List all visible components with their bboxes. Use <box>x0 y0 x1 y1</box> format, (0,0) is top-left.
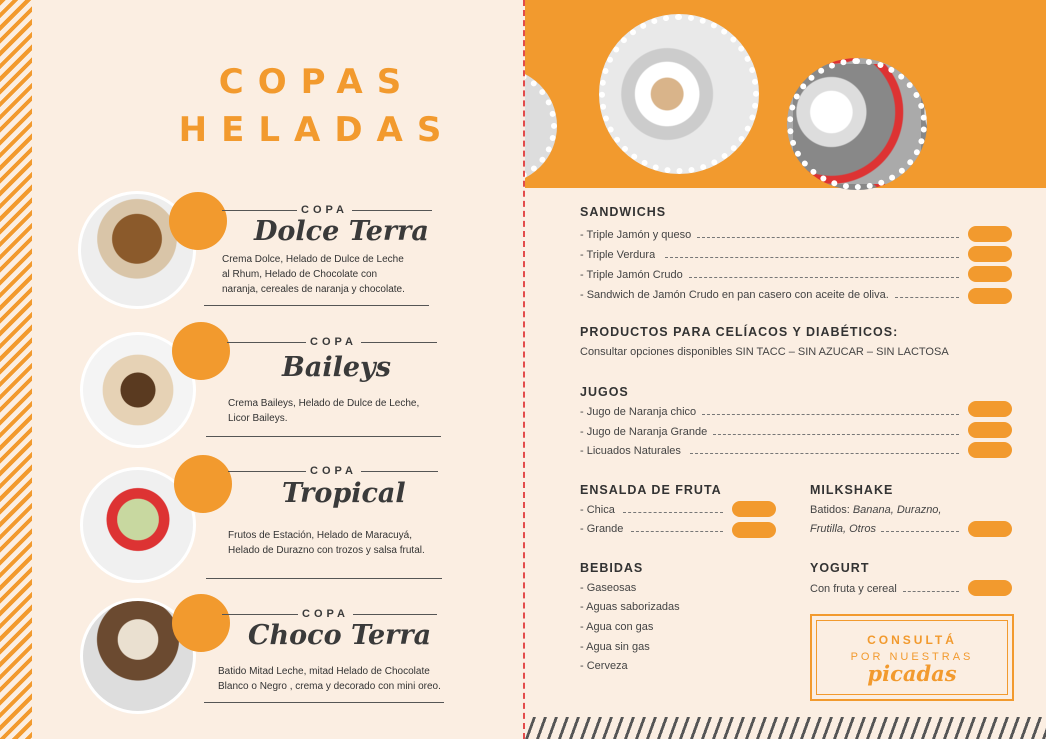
copa-description: Batido Mitad Leche, mitad Helado de Chocolate Blanco o Negro , crema y decorado con mini oreo. <box>218 666 441 692</box>
price-tag <box>968 442 1012 458</box>
divider <box>206 578 442 579</box>
leader-line <box>690 453 959 454</box>
price-tag <box>968 288 1012 304</box>
right-page <box>525 0 1046 739</box>
copa-description: Crema Dolce, Helado de Dulce de Leche al Rhum, Helado de Chocolate con naranja, cereales de naranja y chocolate. <box>222 254 405 295</box>
price-tag <box>968 422 1012 438</box>
left-page <box>32 0 524 739</box>
price-tag <box>968 521 1012 537</box>
copa-label: COPA <box>306 465 361 477</box>
leader-line <box>689 277 959 278</box>
coffee-photo <box>599 14 759 174</box>
orange-dot <box>174 455 232 513</box>
price-tag <box>968 580 1012 596</box>
leader-line <box>702 414 959 415</box>
menu-item: - Agua con gas <box>580 621 654 633</box>
copa-name-baileys: Baileys <box>282 352 391 383</box>
promo-line3: picadas <box>867 661 957 686</box>
menu-item: - Sandwich de Jamón Crudo en pan casero con aceite de oliva. <box>580 289 889 301</box>
price-tag <box>968 266 1012 282</box>
menu-item: - Grande <box>580 523 624 535</box>
menu-item: - Jugo de Naranja Grande <box>580 426 708 438</box>
price-tag <box>968 226 1012 242</box>
menu-item: Con fruta y cereal <box>810 583 897 595</box>
milk-photo <box>787 58 927 190</box>
leader-line <box>631 531 723 532</box>
menu-item: - Licuados Naturales <box>580 445 681 457</box>
page-title-line1: COPAS <box>218 62 416 102</box>
orange-dot <box>169 192 227 250</box>
section-title-ensalada: ENSALDA DE FRUTA <box>580 483 722 497</box>
leader-line <box>903 591 959 592</box>
copa-name-tropical: Tropical <box>282 478 406 509</box>
price-tag <box>732 522 776 538</box>
leader-line <box>713 434 959 435</box>
menu-item: - Triple Jamón Crudo <box>580 269 683 281</box>
section-title-bebidas: BEBIDAS <box>580 561 644 575</box>
picadas-promo-box <box>810 614 1014 701</box>
left-stripes-decoration <box>0 0 32 739</box>
price-tag <box>968 401 1012 417</box>
copa-label: COPA <box>297 204 352 216</box>
menu-item: - Agua sin gas <box>580 641 650 653</box>
bottom-stripes-decoration <box>525 717 1046 739</box>
copa-label: COPA <box>298 608 353 620</box>
copa-label: COPA <box>306 336 361 348</box>
copa-name-dolce-terra: Dolce Terra <box>254 216 429 247</box>
orange-dot <box>172 322 230 380</box>
divider <box>206 436 441 437</box>
milkshake-line1: Batidos: Banana, Durazno, <box>810 504 942 516</box>
milkshake-line2: Frutilla, Otros <box>810 523 877 535</box>
section-title-sandwichs: SANDWICHS <box>580 205 667 219</box>
section-title-jugos: JUGOS <box>580 385 629 399</box>
leader-line <box>665 257 959 258</box>
leader-line <box>697 237 959 238</box>
price-tag <box>968 246 1012 262</box>
menu-item: - Chica <box>580 504 615 516</box>
menu-item: - Aguas saborizadas <box>580 601 680 613</box>
divider <box>204 305 429 306</box>
leader-line <box>895 297 959 298</box>
section-title-celiacos: PRODUCTOS PARA CELÍACOS Y DIABÉTICOS: <box>580 325 899 339</box>
promo-line2: POR NUESTRAS <box>850 651 974 663</box>
leader-line <box>881 531 959 532</box>
leader-line <box>623 512 723 513</box>
celiacos-text: Consultar opciones disponibles SIN TACC – SIN AZUCAR – SIN LACTOSA <box>580 346 949 358</box>
menu-item: - Gaseosas <box>580 582 637 594</box>
promo-line1: CONSULTÁ <box>867 633 957 647</box>
menu-item: - Triple Verdura <box>580 249 656 261</box>
copa-description: Frutos de Estación, Helado de Maracuyá, Helado de Durazno con trozos y salsa frutal. <box>228 530 425 556</box>
menu-item: - Triple Jamón y queso <box>580 229 692 241</box>
section-title-milkshake: MILKSHAKE <box>810 483 894 497</box>
price-tag <box>732 501 776 517</box>
orange-dot <box>172 594 230 652</box>
divider <box>204 702 444 703</box>
menu-item: - Jugo de Naranja chico <box>580 406 697 418</box>
copa-name-choco-terra: Choco Terra <box>248 620 432 651</box>
menu-item: - Cerveza <box>580 660 628 672</box>
page-title-line2: HELADAS <box>178 110 456 150</box>
copa-description: Crema Baileys, Helado de Dulce de Leche, Licor Baileys. <box>228 398 420 424</box>
section-title-yogurt: YOGURT <box>810 561 870 575</box>
